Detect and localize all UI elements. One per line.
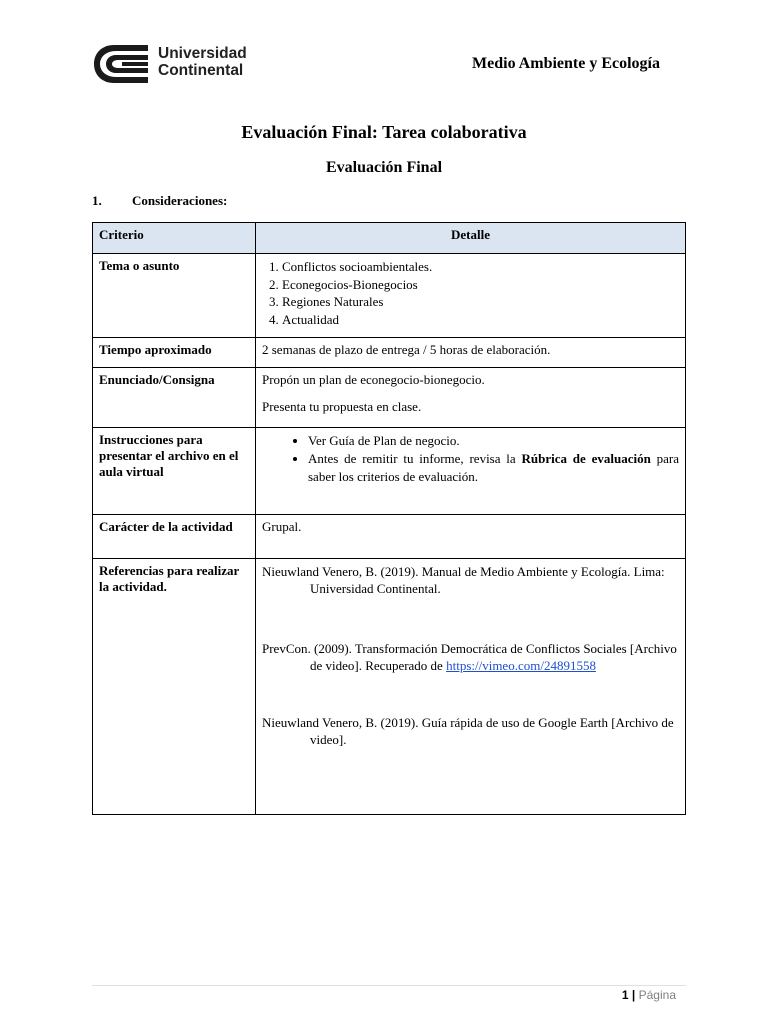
- row-value-tiempo: 2 semanas de plazo de entrega / 5 horas de elaboración.: [256, 338, 686, 368]
- table-row: [93, 338, 686, 368]
- table-row: [93, 559, 686, 815]
- row-value-referencias: [256, 559, 686, 815]
- row-label-enunciado: Enunciado/Consigna: [93, 368, 256, 428]
- list-item: 2. Econegocios-Bionegocios: [282, 276, 679, 294]
- list-item: 3. Regiones Naturales: [282, 293, 679, 311]
- row-value-caracter: Grupal.: [256, 515, 686, 559]
- row-label-referencias: Referencias para realizar la actividad.: [93, 559, 256, 815]
- table-header-row: [93, 223, 686, 254]
- university-logo: [92, 42, 262, 86]
- row-label-tiempo: Tiempo aproximado: [93, 338, 256, 368]
- row-label-caracter: Carácter de la actividad: [93, 515, 256, 559]
- logo-mark-icon: [92, 42, 150, 86]
- row-label-instrucciones: Instrucciones para presentar el archivo en el aula virtual: [93, 428, 256, 515]
- instructions-list: [262, 432, 679, 486]
- table-row: [93, 515, 686, 559]
- reference-2: PrevCon. (2009). Transformación Democrática de Conflictos Sociales [Archivo de video]. Recuperado de https://vimeo.com/24891558: [262, 641, 677, 673]
- list-item: • Ver Guía de Plan de negocio.: [308, 432, 679, 450]
- reference-1: Nieuwland Venero, B. (2019). Manual de Medio Ambiente y Ecología. Lima: Universidad Continental.: [262, 564, 665, 596]
- vimeo-link[interactable]: https://vimeo.com/24891558: [446, 658, 596, 673]
- course-title: Medio Ambiente y Ecología: [472, 55, 660, 72]
- list-item: 1. Conflictos socioambientales.: [282, 258, 679, 276]
- topics-list: [262, 258, 679, 328]
- list-item: • Antes de remitir tu informe, revisa la Rúbrica de evaluación para saber los criterios de evaluación.: [308, 450, 679, 486]
- logo-text: Universidad Continental: [158, 45, 247, 79]
- footer-divider: [92, 985, 686, 986]
- header-criterio: Criterio: [93, 223, 256, 254]
- considerations-table: [92, 222, 686, 815]
- row-value-tema: [256, 254, 686, 338]
- table-row: [93, 428, 686, 515]
- row-value-instrucciones: [256, 428, 686, 515]
- table-row: [93, 368, 686, 428]
- document-title: Evaluación Final: Tarea colaborativa: [241, 122, 527, 142]
- section-heading: 1. Consideraciones:: [92, 193, 228, 208]
- list-item: 4. Actualidad: [282, 311, 679, 329]
- row-label-tema: Tema o asunto: [93, 254, 256, 338]
- table-row: [93, 254, 686, 338]
- page-footer: 1 | Página: [621, 988, 676, 1002]
- row-value-enunciado: Propón un plan de econegocio-bionegocio. Presenta tu propuesta en clase.: [256, 368, 686, 428]
- header-detalle: Detalle: [256, 223, 686, 254]
- reference-3: Nieuwland Venero, B. (2019). Guía rápida de uso de Google Earth [Archivo de video].: [262, 715, 674, 747]
- document-subtitle: Evaluación Final: [325, 159, 443, 176]
